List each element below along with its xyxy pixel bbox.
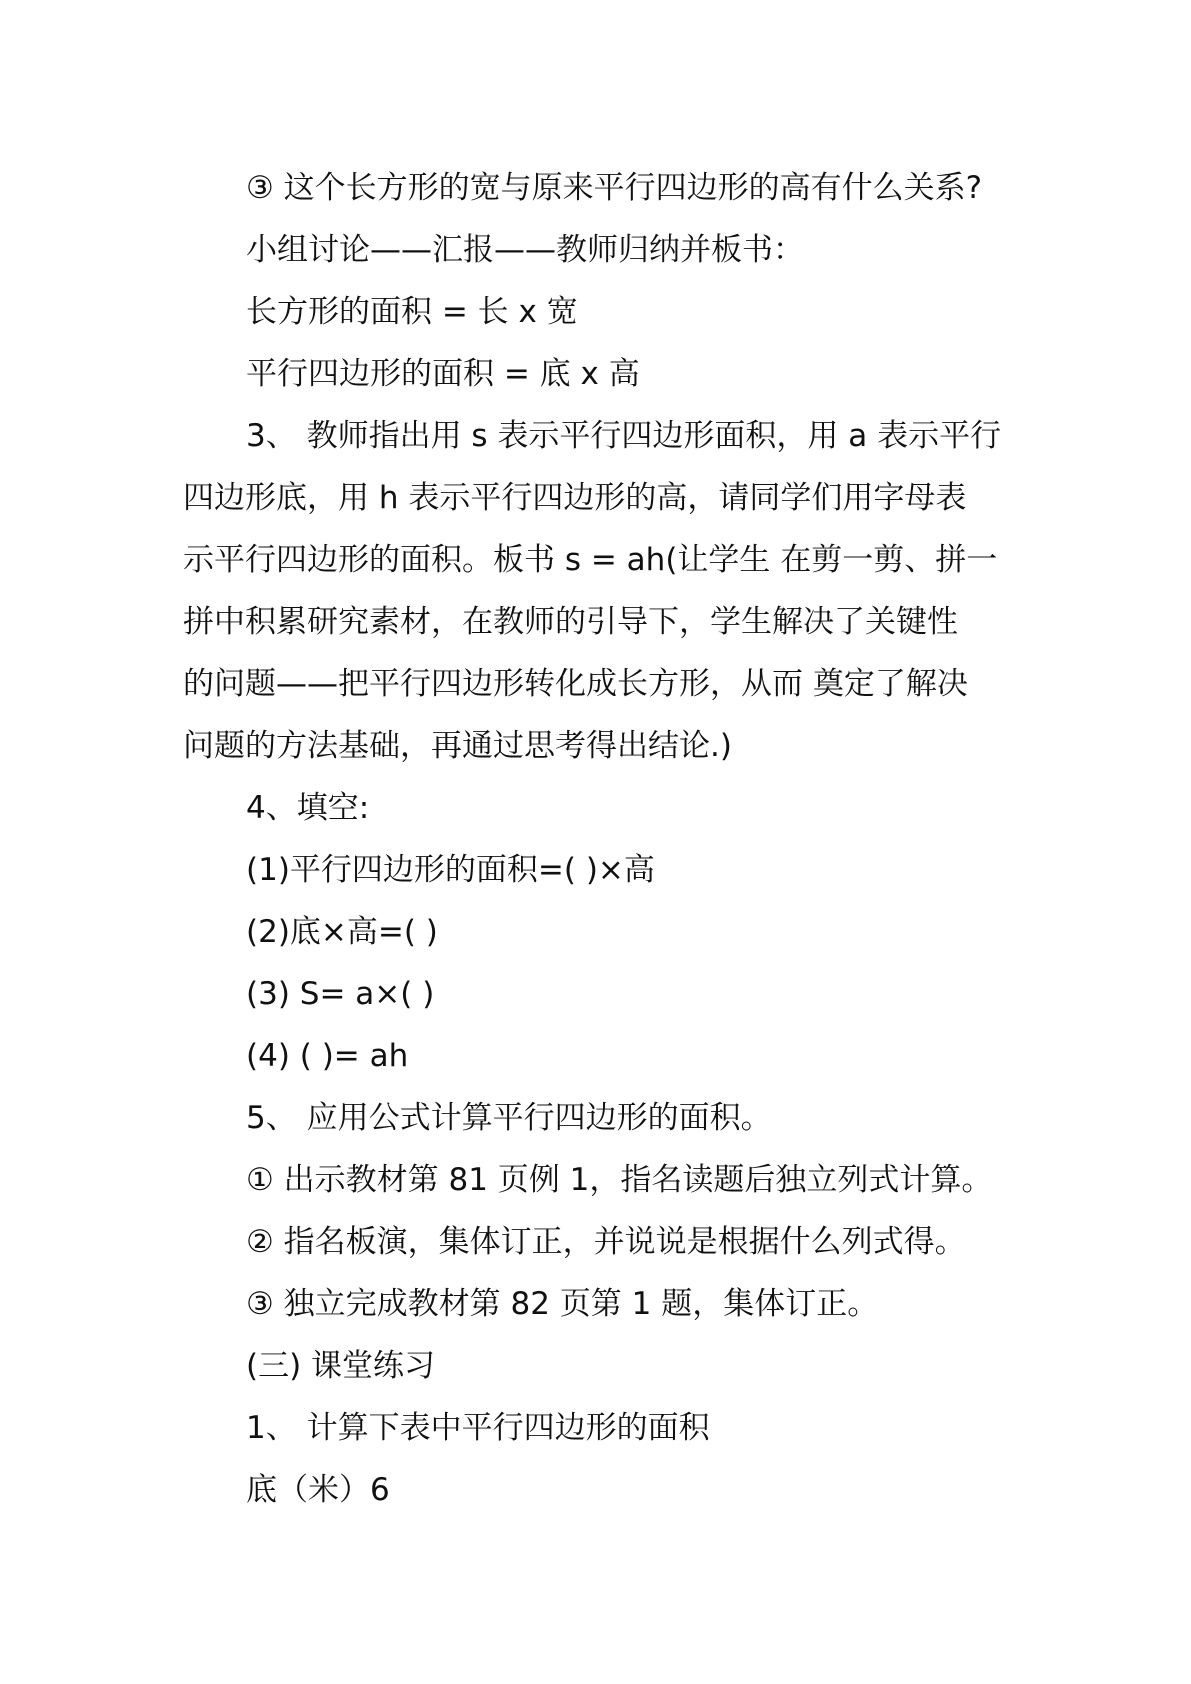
text-line: (4) ( )= ah bbox=[246, 1038, 409, 1074]
text-line: 小组讨论——汇报——教师归纳并板书： bbox=[246, 232, 804, 268]
text-line: 问题的方法基础，再通过思考得出结论.) bbox=[183, 728, 732, 764]
text-line: (3) S= a×( ) bbox=[246, 976, 435, 1012]
text-line: 四边形底，用 h 表示平行四边形的高，请同学们用字母表 bbox=[183, 480, 967, 516]
text-line: 3、 教师指出用 s 表示平行四边形面积，用 a 表示平行 bbox=[246, 418, 1002, 454]
text-line: ① 出示教材第 81 页例 1，指名读题后独立列式计算。 bbox=[246, 1162, 993, 1198]
text-line: (1)平行四边形的面积=( )×高 bbox=[246, 852, 655, 888]
text-line: ③ 独立完成教材第 82 页第 1 题，集体订正。 bbox=[246, 1286, 879, 1322]
text-line: 示平行四边形的面积。板书 s = ah(让学生 在剪一剪、拼一 bbox=[183, 542, 998, 578]
text-line: 长方形的面积 = 长 x 宽 bbox=[246, 294, 578, 330]
text-line: 1、 计算下表中平行四边形的面积 bbox=[246, 1410, 710, 1446]
text-line: ② 指名板演，集体订正，并说说是根据什么列式得。 bbox=[246, 1224, 966, 1260]
text-line: 底（米）6 bbox=[246, 1472, 390, 1508]
text-line: (三) 课堂练习 bbox=[246, 1348, 436, 1384]
text-line: 5、 应用公式计算平行四边形的面积。 bbox=[246, 1100, 772, 1136]
text-line: 拼中积累研究素材，在教师的引导下，学生解决了关键性 bbox=[183, 604, 958, 640]
text-line: (2)底×高=( ) bbox=[246, 914, 438, 950]
text-line: 4、填空: bbox=[246, 790, 370, 826]
text-line: ③ 这个长方形的宽与原来平行四边形的高有什么关系? bbox=[246, 170, 983, 206]
text-line: 平行四边形的面积 = 底 x 高 bbox=[246, 356, 640, 392]
text-line: 的问题——把平行四边形转化成长方形，从而 奠定了解决 bbox=[183, 666, 968, 702]
